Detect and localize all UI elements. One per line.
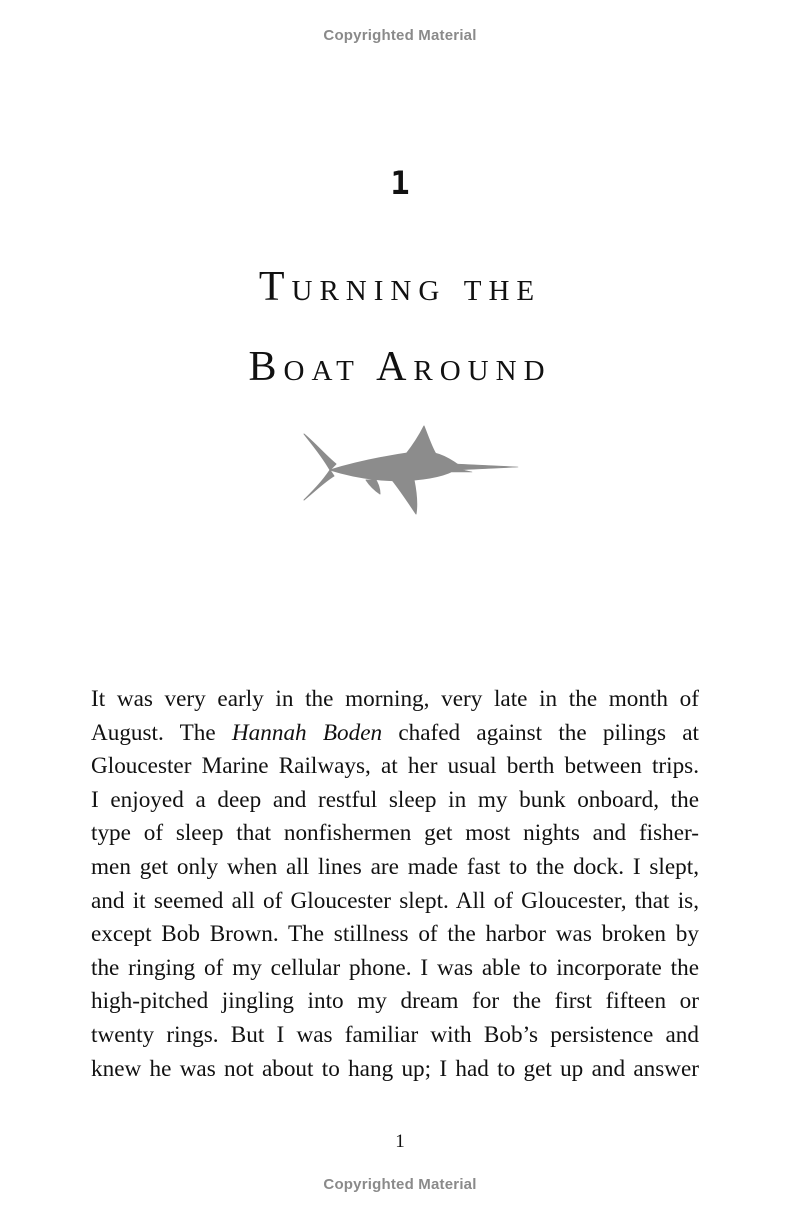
copyright-watermark-bottom: Copyrighted Material: [323, 1176, 477, 1193]
chapter-number: 1: [390, 164, 410, 202]
body-line: high-pitched jingling into my dream for the first fifteen or: [91, 988, 699, 1015]
page-number: 1: [395, 1131, 405, 1152]
chapter-title-line-1: Turning the: [258, 264, 542, 310]
body-line: except Bob Brown. The stillness of the harbor was broken by: [91, 921, 699, 948]
body-line: and it seemed all of Gloucester slept. All of Gloucester, that is,: [91, 887, 699, 914]
body-line: I enjoyed a deep and restful sleep in my bunk onboard, the: [91, 786, 699, 813]
body-line: the ringing of my cellular phone. I was able to incorporate the: [91, 954, 699, 981]
chapter-title-line-2: Boat Around: [248, 344, 552, 390]
body-line: August. The Hannah Boden chafed against the pilings at: [91, 719, 699, 746]
body-line: Gloucester Marine Railways, at her usual berth between trips.: [91, 753, 699, 780]
body-line: twenty rings. But I was familiar with Bob’s persistence and: [91, 1021, 699, 1048]
body-line: It was very early in the morning, very late in the month of: [91, 686, 699, 712]
body-line: men get only when all lines are made fast to the dock. I slept,: [91, 853, 699, 880]
body-text: [91, 683, 699, 1086]
copyright-watermark-top: Copyrighted Material: [323, 27, 477, 44]
body-line: knew he was not about to hang up; I had to get up and answer: [91, 1055, 699, 1082]
boat-name: Hannah Boden: [231, 719, 383, 746]
body-line: type of sleep that nonfishermen get most nights and fisher-: [91, 820, 699, 847]
swordfish-icon: [296, 422, 520, 522]
